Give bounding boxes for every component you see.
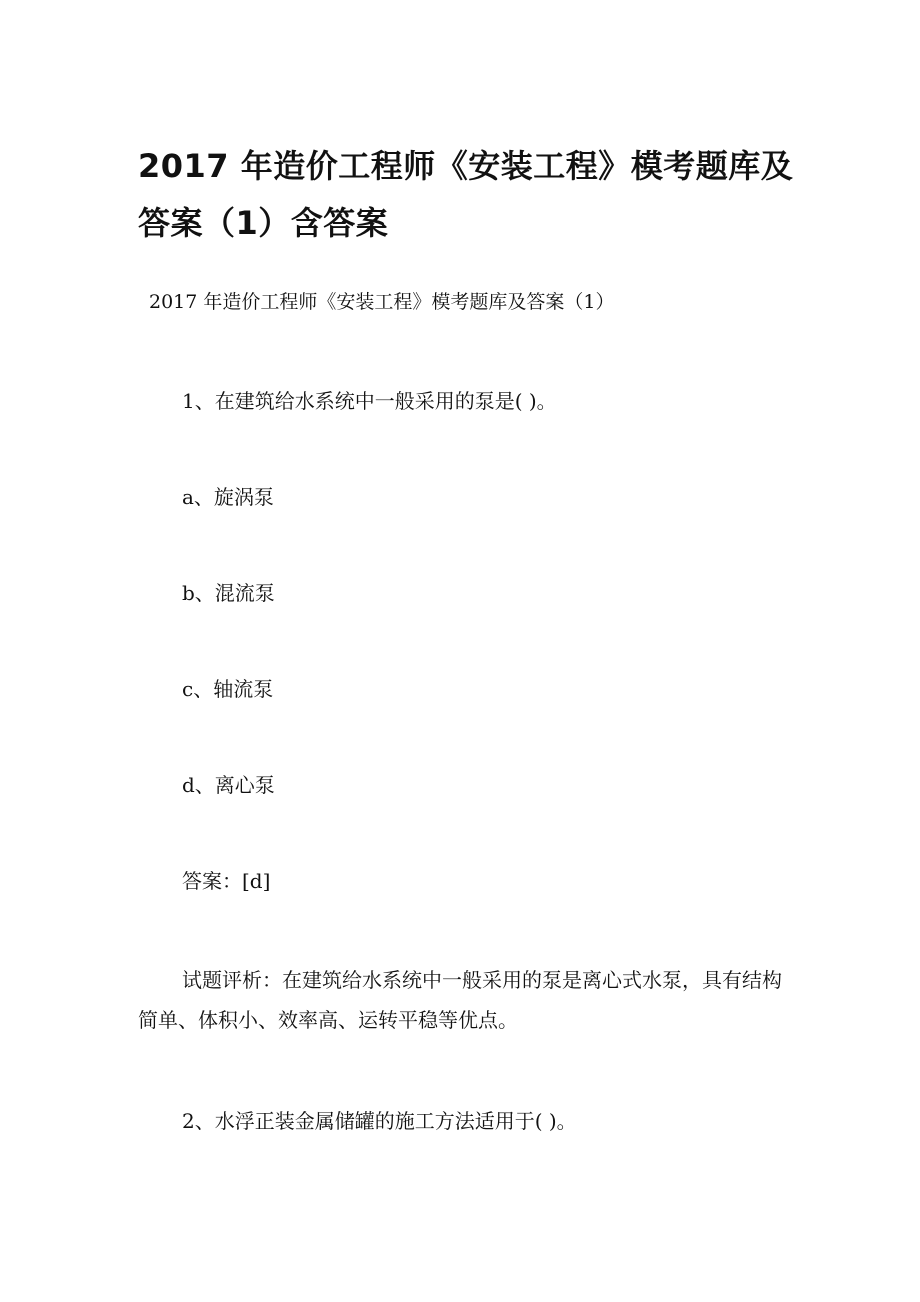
question-1: 1、在建筑给水系统中一般采用的泵是( )。 (182, 389, 557, 413)
document-title: 2017 年造价工程师《安装工程》模考题库及答案（1）含答案 (138, 147, 794, 242)
option-d: d、离心泵 (182, 773, 275, 797)
analysis-1: 试题评析：在建筑给水系统中一般采用的泵是离心式水泵，具有结构简单、体积小、效率高、运转平稳等优点。 (138, 968, 782, 1032)
answer-1: 答案：[d] (182, 869, 271, 893)
option-c: c、轴流泵 (182, 677, 274, 701)
document-subtitle: 2017 年造价工程师《安装工程》模考题库及答案（1） (149, 291, 615, 313)
option-a: a、旋涡泵 (182, 485, 274, 509)
question-2: 2、水浮正装金属储罐的施工方法适用于( )。 (182, 1109, 577, 1133)
option-b: b、混流泵 (182, 581, 275, 605)
